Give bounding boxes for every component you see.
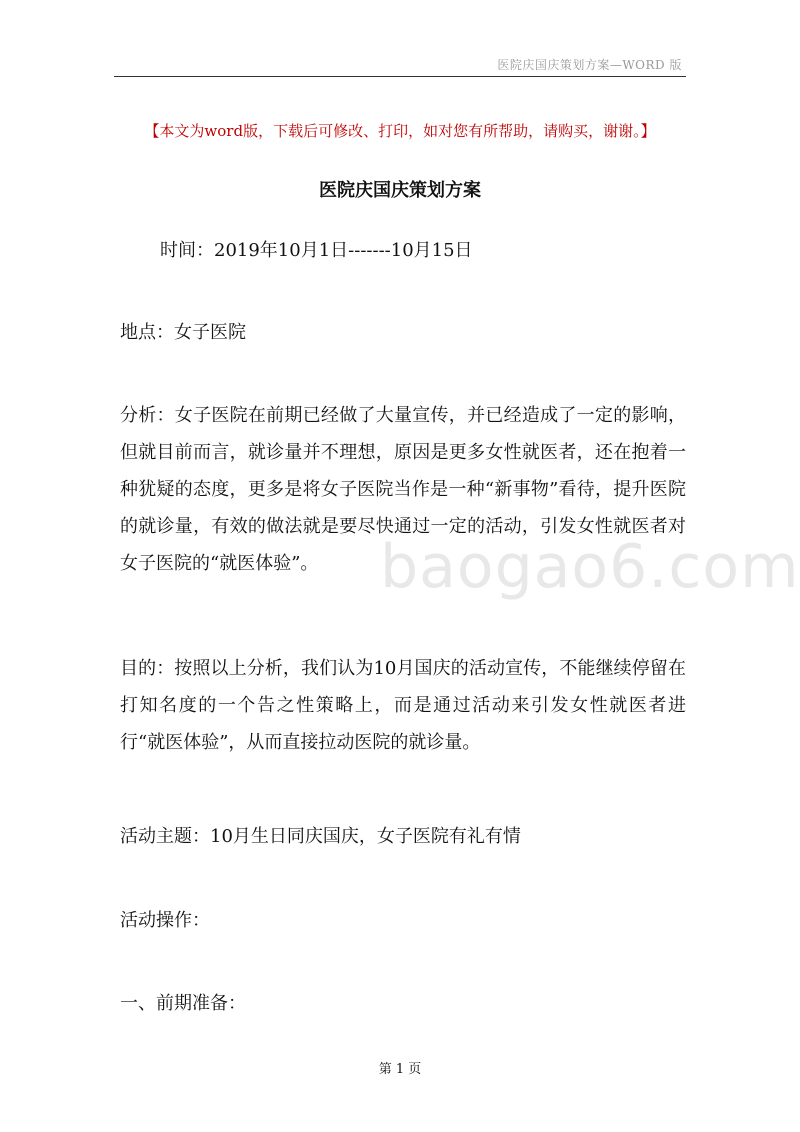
header-divider — [114, 76, 686, 77]
page-number: 第 1 页 — [378, 1062, 422, 1077]
paragraph-location: 地点：女子医院 — [120, 322, 246, 343]
paragraph-analysis: 分析：女子医院在前期已经做了大量宣传，并已经造成了一定的影响，但就目前而言，就诊量并不理想，原因是更多女性就医者，还在抱着一种犹疑的态度，更多是将女子医院当作是一种“新事物”看待，提升医院的就诊量，有效的做法就是要尽快通过一定的活动，引发女性就医者对女子医院的“就医体验”。 — [120, 405, 686, 574]
paragraph-purpose: 目的：按照以上分析，我们认为10月国庆的活动宣传，不能继续停留在打知名度的一个告之性策略上，而是通过活动来引发女性就医者进行“就医体验”，从而直接拉动医院的就诊量。 — [120, 658, 686, 753]
section-heading-preparation: 一、前期准备： — [120, 993, 246, 1014]
paragraph-time: 时间：2019年10月1日-------10月15日 — [160, 240, 473, 261]
document-title: 医院庆国庆策划方案 — [319, 180, 481, 201]
purchase-notice: 【本文为word版，下载后可修改、打印，如对您有所帮助，请购买，谢谢。】 — [144, 122, 656, 140]
running-header: 医院庆国庆策划方案—WORD 版 — [497, 58, 682, 72]
watermark: baogao6.com — [380, 532, 800, 602]
paragraph-theme: 活动主题：10月生日同庆国庆，女子医院有礼有情 — [120, 826, 521, 847]
paragraph-operation: 活动操作： — [120, 910, 210, 931]
